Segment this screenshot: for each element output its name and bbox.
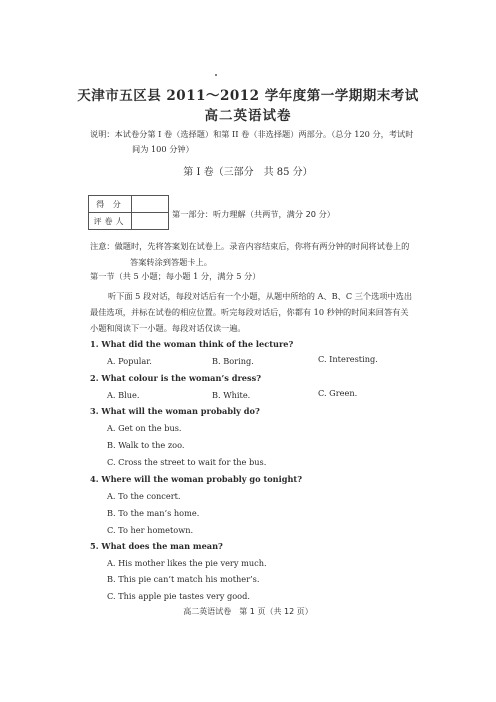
question-stem: 3. What will the woman probably do? [90,406,260,416]
section-1-heading: 第一节（共 5 小题；每小题 1 分，满分 5 分） [90,271,261,281]
page-footer: 高二英语试卷 第 1 页（共 12 页） [183,607,313,616]
option-a: A. To the concert. [107,491,181,501]
question-stem: 4. Where will the woman probably go tonight? [90,474,303,484]
question-stem: 2. What colour is the woman’s dress? [90,373,261,383]
section-instructions: 听下面 5 段对话，每段对话后有一个小题，从题中所给的 A、B、C 三个选项中选出最佳选项，并标在试卷的相应位置。听完每段对话后，你都有 10 秒钟的时间来回答有关小题和阅读下一小题。每段对话仅读一遍。 [90,291,413,333]
speck-mark [215,74,217,76]
notes-line-2: 间为 100 分钟） [132,144,194,154]
option-a: A. His mother likes the pie very much. [107,558,267,568]
option-c: C. Green. [318,388,358,398]
notice-block [90,238,420,270]
option-b: B. Boring. [212,356,254,366]
option-a: A. Get on the bus. [107,423,182,433]
option-c: C. This apple pie tastes very good. [107,591,250,601]
exam-notes [90,127,420,157]
option-b: B. This pie can’t match his mother’s. [107,574,260,584]
exam-subtitle: 高二英语试卷 [204,108,292,124]
option-a: A. Blue. [107,390,140,400]
option-c: C. Interesting. [318,354,378,364]
exam-title: 天津市五区县 2011～2012 学年度第一学期期末考试 [77,88,419,104]
part-1-heading: 第一部分：听力理解（共两节，满分 20 分） [172,209,335,219]
notice-line-1: 注意：做题时，先将答案划在试卷上。录音内容结束后，你将有两分钟的时间将试卷上的 [90,241,410,251]
question-stem: 5. What does the man mean? [90,541,223,551]
notes-line-1: 说明：本试卷分第 I 卷（选择题）和第 II 卷（非选择题）两部分。（总分 120 分，考试时 [90,129,414,139]
grader-cell [132,213,169,230]
option-b: B. Walk to the zoo. [107,440,185,450]
score-cell [132,196,169,213]
option-a: A. Popular. [107,356,152,366]
grader-label: 评卷人 [89,213,132,230]
option-c: C. Cross the street to wait for the bus. [107,457,267,467]
score-table [88,195,169,230]
option-b: B. White. [212,390,251,400]
option-b: B. To the man’s home. [107,508,200,518]
question-stem: 1. What did the woman think of the lecture? [90,339,294,349]
notice-line-2: 答案转涂到答题卡上。 [130,257,212,267]
score-label: 得 分 [89,196,132,213]
volume-1-heading: 第 I 卷（三部分 共 85 分） [183,167,313,178]
option-c: C. To her hometown. [107,525,194,535]
